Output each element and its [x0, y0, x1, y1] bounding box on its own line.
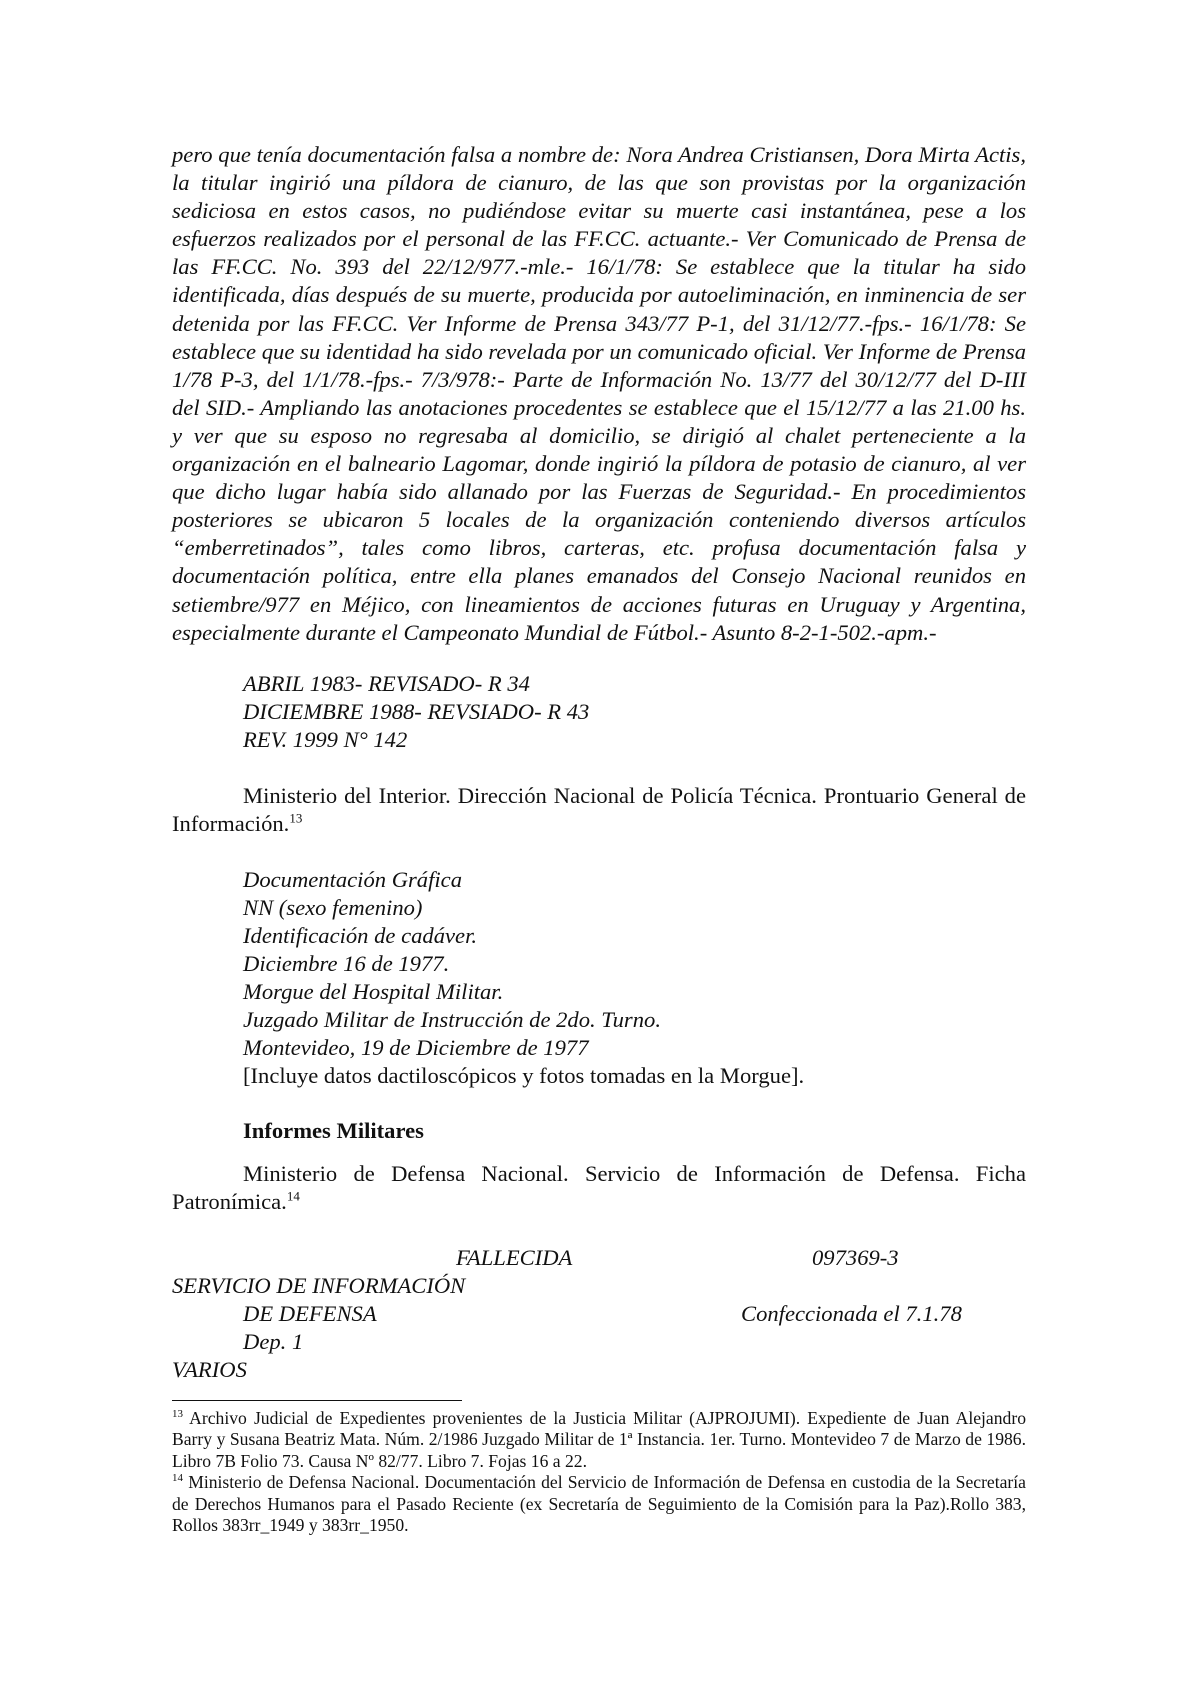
footnote-text: Archivo Judicial de Expedientes provenientes de la Justicia Militar (AJPROJUMI). Expediente de Juan Alejandro Barry y Susana Beatriz Mata. Núm. 2/1986 Juzgado Militar de 1ª Instancia. 1er. Turno. Montevideo 7 de Marzo de 1986. Libro 7B Folio 73. Causa Nº 82/77. Libro 7. Fojas 16 a 22. [172, 1408, 1026, 1471]
footnote-text: Ministerio de Defensa Nacional. Documentación del Servicio de Información de Defensa en custodia de la Secretaría de Derechos Humanos para el Pasado Reciente (ex Secretaría de Seguimiento de la Comisión para la Paz).Rollo 383, Rollos 383rr_1949 y 383rr_1950. [172, 1472, 1026, 1536]
footnote-14 [172, 1472, 1026, 1536]
ficha-varios: VARIOS [172, 1357, 247, 1382]
ficha-made-date: Confeccionada el 7.1.78 [741, 1301, 962, 1326]
revision-line: DICIEMBRE 1988- REVSIADO- R 43 [243, 699, 590, 724]
ficha-dep: Dep. 1 [243, 1329, 304, 1354]
doc-graf-line: Diciembre 16 de 1977. [243, 951, 450, 976]
interior-paragraph [172, 782, 1026, 838]
defensa-paragraph [172, 1160, 1026, 1216]
ficha-service-line1: SERVICIO DE INFORMACIÓN [172, 1273, 466, 1298]
revision-line: REV. 1999 N° 142 [243, 727, 408, 752]
doc-graf-line: Documentación Gráfica [243, 867, 462, 892]
footnote-ref-13[interactable]: 13 [289, 810, 303, 826]
doc-graf-line: NN (sexo femenino) [243, 895, 423, 920]
main-paragraph: pero que tenía documentación falsa a nombre de: Nora Andrea Cristiansen, Dora Mirta Actis, la titular ingirió una píldora de cianuro, de las que son provistas por la organización sediciosa en estos casos, no pudiéndose evitar su muerte casi instantánea, pese a los esfuerzos realizados por el personal de las FF.CC. actuante.- Ver Comunicado de Prensa de las FF.CC. No. 393 del 22/12/977.-mle.- 16/1/78: Se establece que la titular ha sido identificada, días después de su muerte, producida por autoeliminación, en inminencia de ser detenida por las FF.CC. Ver Informe de Prensa 343/77 P-1, del 31/12/77.-fps.- 16/1/78: Se establece que su identidad ha sido revelada por un comunicado oficial. Ver Informe de Prensa 1/78 P-3, del 1/1/78.-fps.- 7/3/978:- Parte de Información No. 13/77 del 30/12/77 del D-III del SID.- Ampliando las anotaciones procedentes se establece que el 15/12/77 a las 21.00 hs. y ver que su esposo no regresaba al domicilio, se dirigió al chalet perteneciente a la organización en el balneario Lagomar, donde ingirió la píldora de potasio de cianuro, al ver que dicho lugar había sido allanado por las Fuerzas de Seguridad.- En procedimientos posteriores se ubicaron 5 locales de la organización conteniendo diversos artículos “emberretinados”, tales como libros, carteras, etc. profusa documentación falsa y documentación política, entre ella planes emanados del Consejo Nacional reunidos en setiembre/977 en Méjico, con lineamientos de acciones futuras en Uruguay y Argentina, especialmente durante el Campeonato Mundial de Fútbol.- Asunto 8-2-1-502.-apm.- [172, 142, 1026, 645]
footnote-separator [172, 1400, 462, 1401]
doc-graf-line: Identificación de cadáver. [243, 923, 478, 948]
footnotes [172, 1408, 1026, 1536]
doc-graf-line: Juzgado Militar de Instrucción de 2do. Turno. [243, 1007, 661, 1032]
doc-graf-line: Montevideo, 19 de Diciembre de 1977 [243, 1035, 589, 1060]
ficha-service-line2: DE DEFENSA [243, 1301, 377, 1326]
footnote-13 [172, 1408, 1026, 1472]
revision-line: ABRIL 1983- REVISADO- R 34 [243, 671, 530, 696]
ficha-status: FALLECIDA [456, 1245, 573, 1270]
documentacion-grafica [243, 866, 804, 1090]
footnote-ref-14[interactable]: 14 [286, 1188, 300, 1204]
interior-text: Ministerio del Interior. Dirección Nacional de Policía Técnica. Prontuario General de Información. [172, 783, 1026, 836]
doc-graf-line: Morgue del Hospital Militar. [243, 979, 504, 1004]
footnote-number: 13 [172, 1408, 183, 1421]
footnote-number: 14 [172, 1472, 183, 1485]
section-heading: Informes Militares [243, 1118, 424, 1143]
doc-graf-note: [Incluye datos dactiloscópicos y fotos tomadas en la Morgue]. [243, 1063, 805, 1088]
defensa-text: Ministerio de Defensa Nacional. Servicio de Información de Defensa. Ficha Patronímica. [172, 1161, 1026, 1214]
ficha-number: 097369-3 [812, 1245, 899, 1270]
revision-notes [243, 670, 589, 754]
